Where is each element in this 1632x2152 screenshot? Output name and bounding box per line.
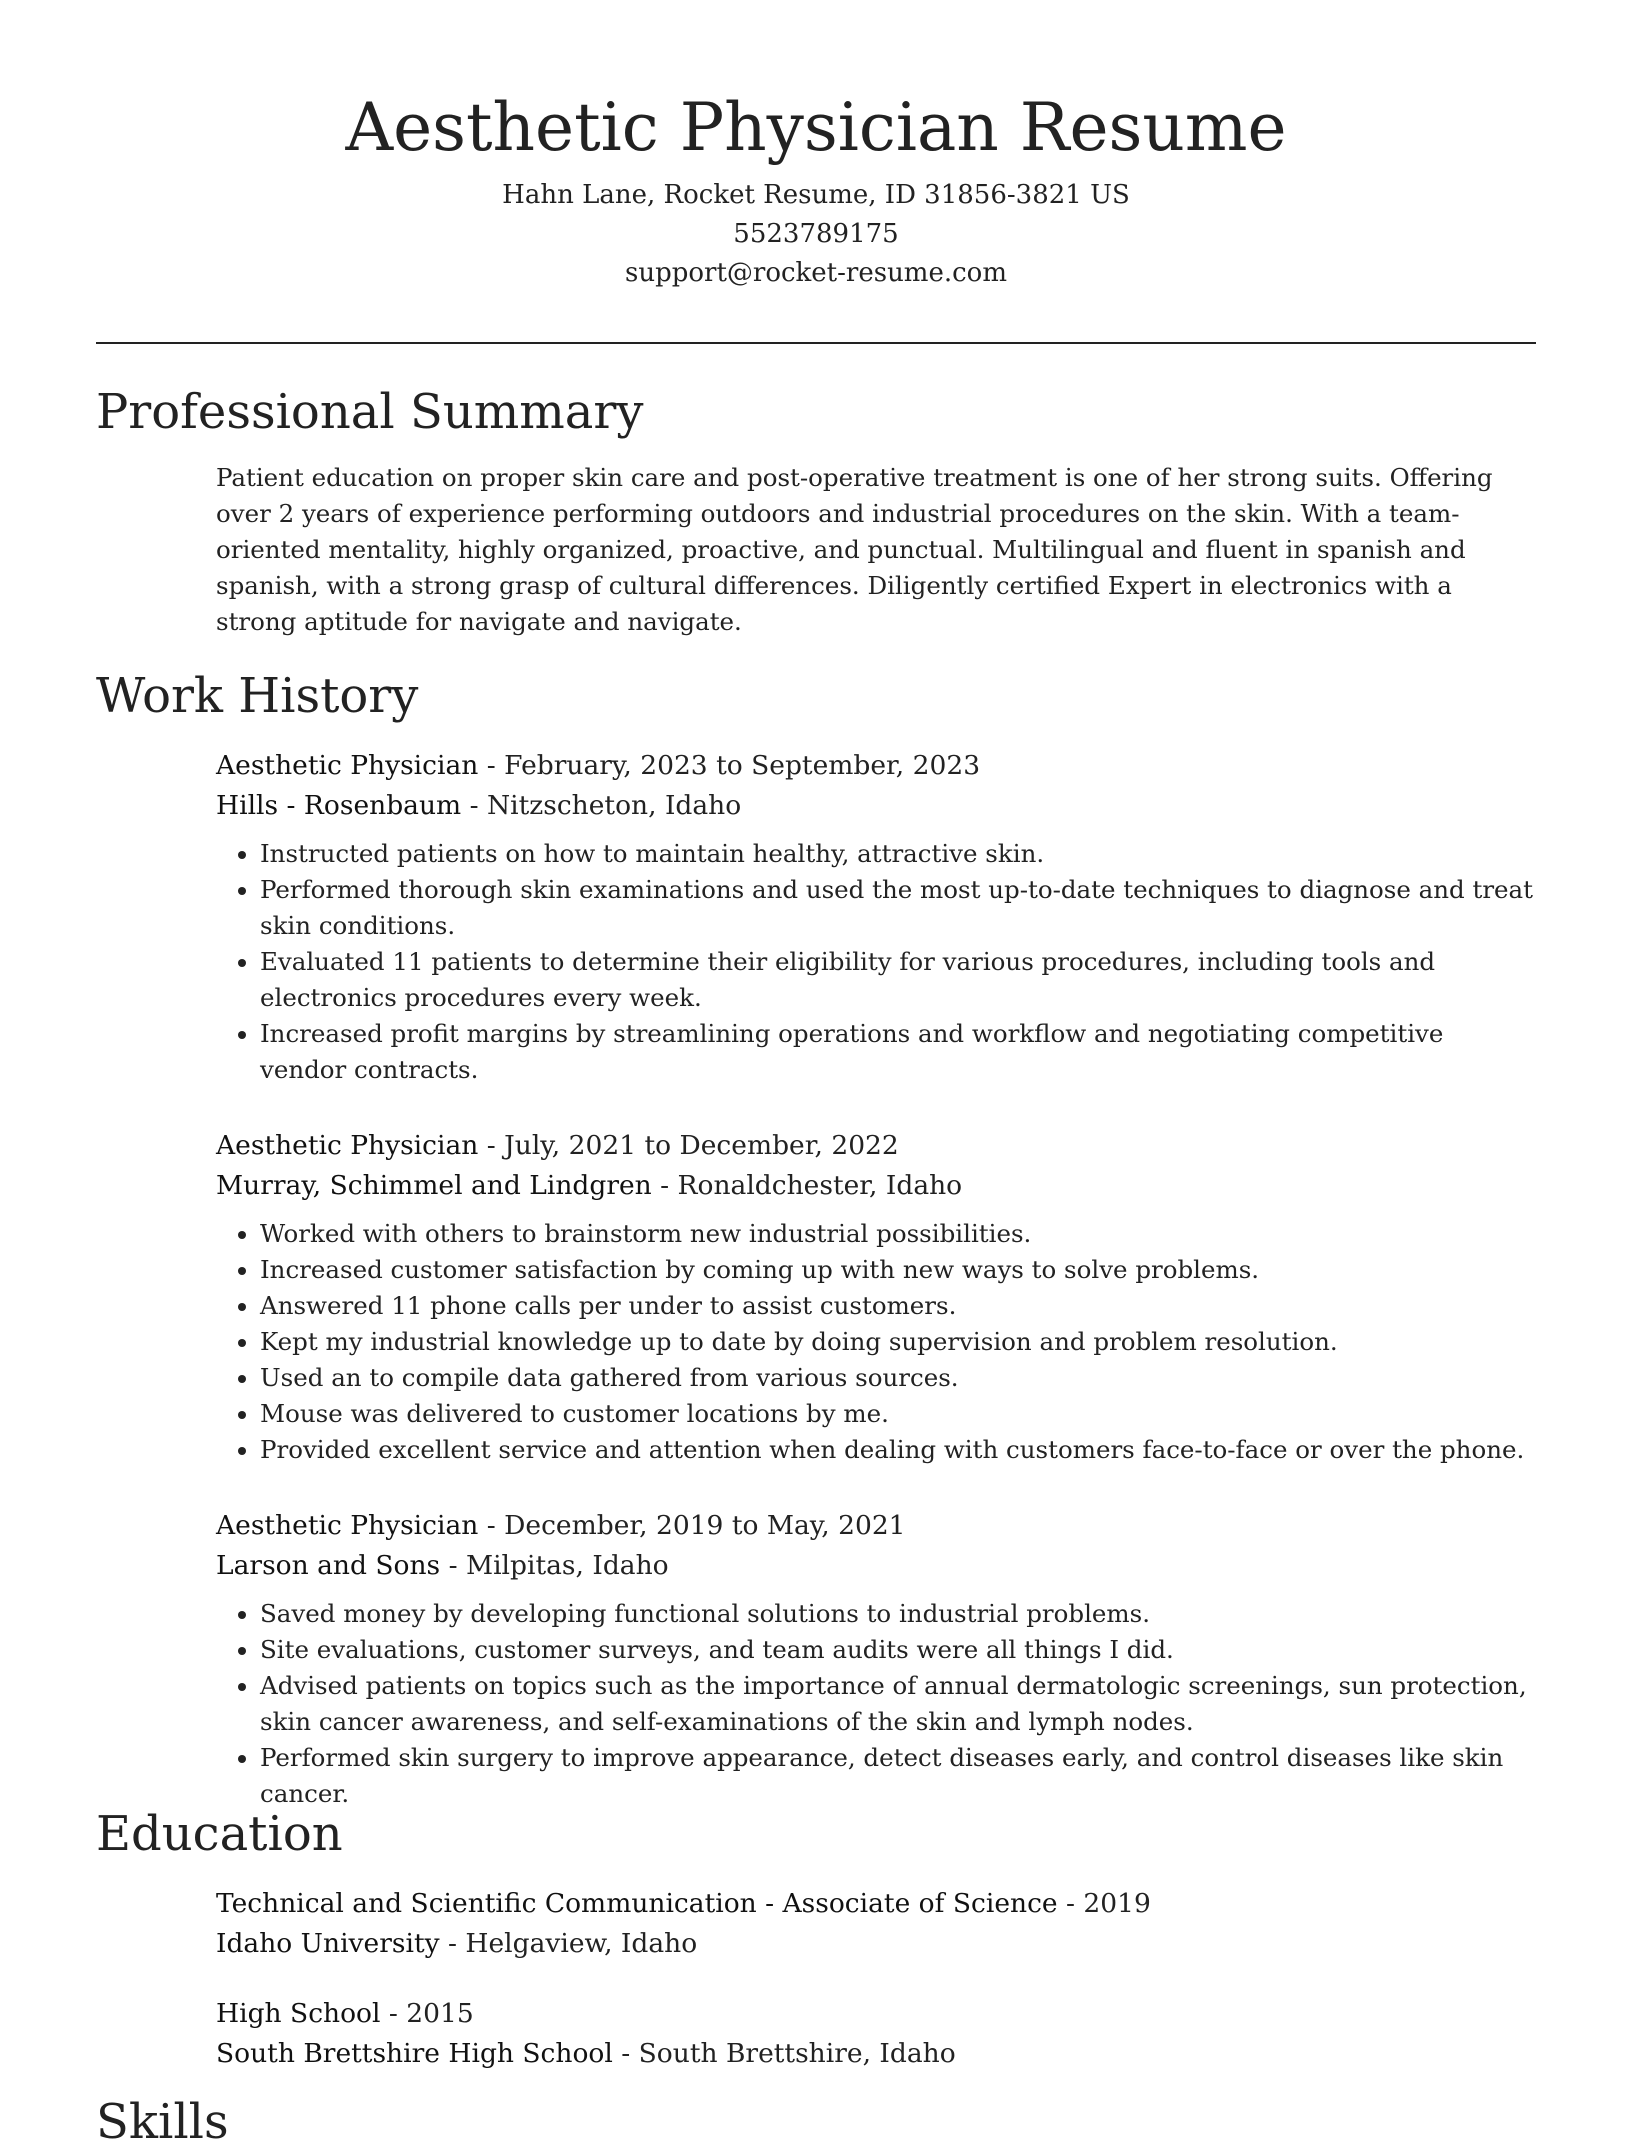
job-dates: - February, 2023 to September, 2023 (478, 750, 981, 781)
job-title-line (216, 1126, 1536, 1166)
summary-heading: Professional Summary (96, 384, 644, 440)
contact-address: Hahn Lane, Rocket Resume, ID 31856-3821 US (502, 180, 1130, 210)
job-bullet: • Answered 11 phone calls per under to assist customers. (260, 1288, 1536, 1324)
job-bullet: • Saved money by developing functional solutions to industrial problems. (260, 1596, 1536, 1632)
job-title: Aesthetic Physician (216, 1510, 479, 1541)
job-bullet: • Instructed patients on how to maintain healthy, attractive skin. (260, 836, 1536, 872)
job-company: Hills - Rosenbaum (216, 790, 462, 821)
job-title-line (216, 1506, 1536, 1546)
job-bullet: • Advised patients on topics such as the importance of annual dermatologic screenings, sun protection, skin cancer awareness, and self-examinations of the skin and lymph nodes. (260, 1668, 1536, 1740)
job-entry (216, 746, 1536, 1088)
resume-header (0, 84, 1632, 293)
job-dates: - December, 2019 to May, 2021 (478, 1510, 906, 1541)
job-bullet: • Worked with others to brainstorm new industrial possibilities. (260, 1216, 1536, 1252)
education-school-line (216, 1924, 1536, 1964)
contact-block (0, 176, 1632, 293)
job-company: Murray, Schimmel and Lindgren (216, 1170, 652, 1201)
education-degree-line (216, 1994, 1536, 2034)
job-bullet: • Performed thorough skin examinations and used the most up-to-date techniques to diagnose and treat skin conditions. (260, 872, 1536, 944)
job-bullet: • Site evaluations, customer surveys, and team audits were all things I did. (260, 1632, 1536, 1668)
job-company-line (216, 786, 1536, 826)
work-history-heading: Work History (96, 668, 419, 724)
job-company-line (216, 1166, 1536, 1206)
job-bullet: • Increased customer satisfaction by coming up with new ways to solve problems. (260, 1252, 1536, 1288)
job-bullets (216, 1216, 1536, 1468)
job-bullets (216, 1596, 1536, 1812)
job-title: Aesthetic Physician (216, 750, 479, 781)
education-year: - 2015 (380, 1998, 474, 2029)
contact-phone: 5523789175 (733, 219, 899, 249)
job-location: - Ronaldchester, Idaho (651, 1170, 963, 1201)
header-divider (96, 342, 1536, 344)
education-degree: Technical and Scientific Communication - Associate of Science (216, 1888, 1058, 1919)
education-year: - 2019 (1057, 1888, 1151, 1919)
job-title-line (216, 746, 1536, 786)
job-company: Larson and Sons (216, 1550, 441, 1581)
summary-text: Patient education on proper skin care and post-operative treatment is one of her strong suits. Offering over 2 years of experience performing outdoors and industrial procedures on the skin. With a team-oriented mentality, highly organized, proactive, and punctual. Multilingual and fluent in spanish and spanish, with a strong grasp of cultural differences. Diligently certified Expert in electronics with a strong aptitude for navigate and navigate. (216, 463, 1493, 636)
education-heading: Education (96, 1806, 343, 1862)
education-location: - South Brettshire, Idaho (612, 2038, 956, 2069)
job-bullet: • Kept my industrial knowledge up to date by doing supervision and problem resolution. (260, 1324, 1536, 1360)
summary-section (216, 460, 1536, 640)
contact-email: support@rocket-resume.com (624, 258, 1007, 288)
job-bullet: • Evaluated 11 patients to determine their eligibility for various procedures, including tools and electronics procedures every week. (260, 944, 1536, 1016)
job-bullet: • Increased profit margins by streamlining operations and workflow and negotiating competitive vendor contracts. (260, 1016, 1536, 1088)
job-bullets (216, 836, 1536, 1088)
resume-title: Aesthetic Physician Resume (345, 89, 1287, 166)
education-degree-line (216, 1884, 1536, 1924)
education-school-line (216, 2034, 1536, 2074)
job-location: - Nitzscheton, Idaho (461, 790, 742, 821)
education-school: South Brettshire High School (216, 2038, 613, 2069)
job-entry (216, 1506, 1536, 1812)
job-title: Aesthetic Physician (216, 1130, 479, 1161)
job-bullet: • Performed skin surgery to improve appearance, detect diseases early, and control diseases like skin cancer. (260, 1740, 1536, 1812)
job-location: - Milpitas, Idaho (440, 1550, 669, 1581)
job-company-line (216, 1546, 1536, 1586)
education-entry (216, 1884, 1536, 1964)
education-degree: High School (216, 1998, 381, 2029)
education-location: - Helgaview, Idaho (439, 1928, 698, 1959)
education-school: Idaho University (216, 1928, 440, 1959)
job-bullet: • Used an to compile data gathered from various sources. (260, 1360, 1536, 1396)
job-bullet: • Provided excellent service and attention when dealing with customers face-to-face or over the phone. (260, 1432, 1536, 1468)
job-entry (216, 1126, 1536, 1468)
skills-heading: Skills (96, 2094, 229, 2150)
education-entry (216, 1994, 1536, 2074)
job-bullet: • Mouse was delivered to customer locations by me. (260, 1396, 1536, 1432)
job-dates: - July, 2021 to December, 2022 (478, 1130, 899, 1161)
